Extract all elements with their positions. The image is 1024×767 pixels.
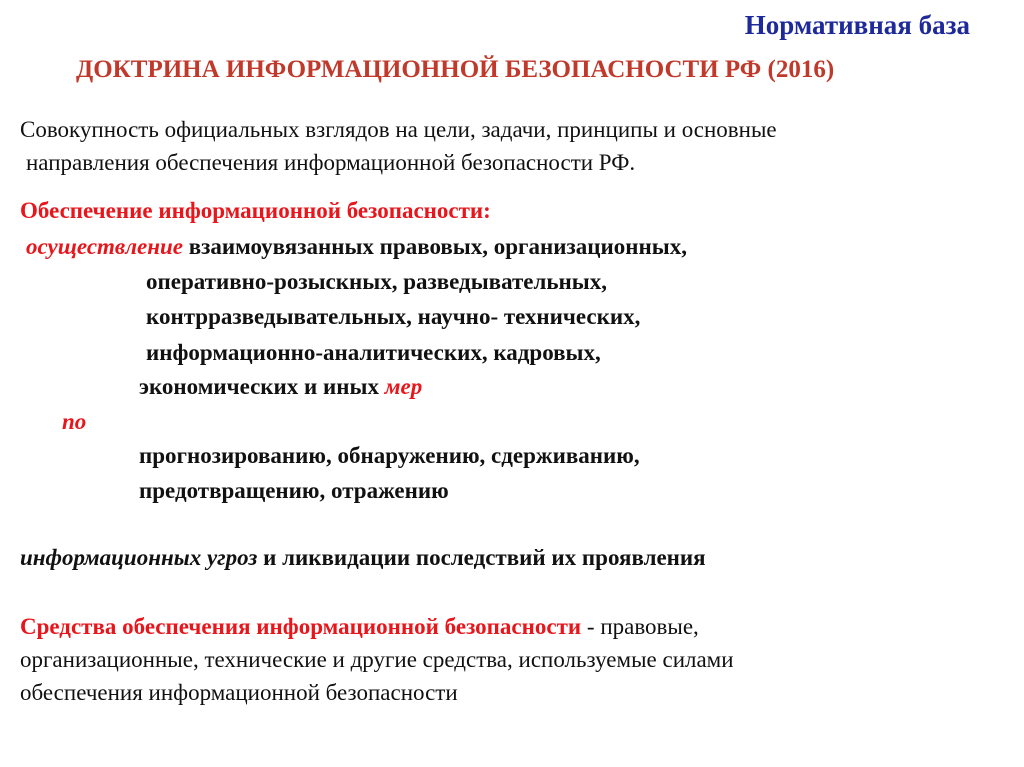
security-line-1 xyxy=(26,234,687,260)
security-line-7: предотвращению, отражению xyxy=(139,478,449,503)
security-line-5 xyxy=(139,374,422,400)
means-line-1 xyxy=(20,614,699,640)
security-line-8-rest: и ликвидации последствий их проявления xyxy=(257,545,706,570)
page-title: Нормативная база xyxy=(744,10,970,40)
means-line-2: организационные, технические и другие средства, используемые силами xyxy=(20,647,734,672)
security-line-8-ital: информационных угроз xyxy=(20,545,258,570)
security-line-5-red: мер xyxy=(384,374,423,399)
definition-line-2: направления обеспечения информационной безопасности РФ. xyxy=(26,150,636,175)
definition-line-1: Совокупность официальных взглядов на цели, задачи, принципы и основные xyxy=(20,117,777,142)
security-line-3: контрразведывательных, научно- технических, xyxy=(146,304,641,329)
doctrine-subtitle: ДОКТРИНА ИНФОРМАЦИОННОЙ БЕЗОПАСНОСТИ РФ (2016) xyxy=(76,56,835,83)
security-line-1-rest: взаимоувязанных правовых, организационных, xyxy=(182,234,687,259)
means-line-3: обеспечения информационной безопасности xyxy=(20,680,458,705)
security-line-6: прогнозированию, обнаружению, сдерживанию, xyxy=(139,443,640,468)
security-line-5-black: экономических и иных xyxy=(139,374,385,399)
security-po: по xyxy=(62,409,87,434)
means-line-1-rest: - правовые, xyxy=(581,614,699,639)
security-line-8 xyxy=(20,545,706,571)
means-line-1-red: Средства обеспечения информационной безопасности xyxy=(20,614,582,639)
security-line-2: оперативно-розыскных, разведывательных, xyxy=(146,269,608,294)
security-heading: Обеспечение информационной безопасности: xyxy=(20,198,491,223)
security-line-1-red: осуществление xyxy=(26,234,183,259)
security-line-4: информационно-аналитических, кадровых, xyxy=(146,340,601,365)
